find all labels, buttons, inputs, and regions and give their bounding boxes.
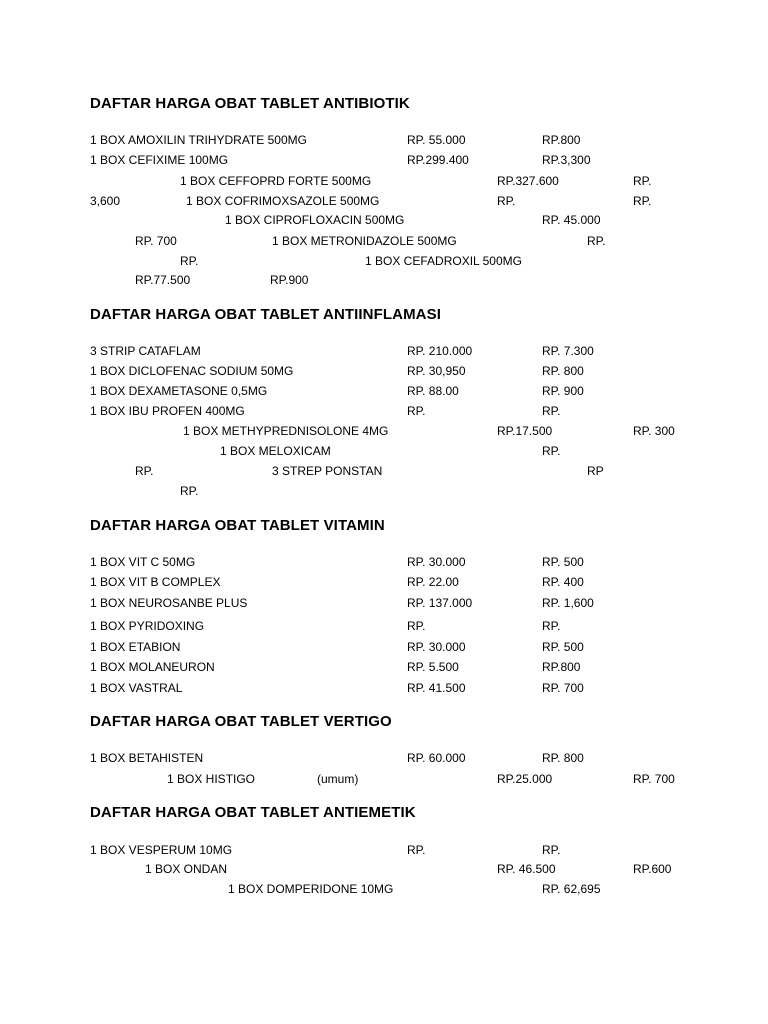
unit-price: RP. — [542, 619, 561, 633]
product-name: 1 BOX METHYPREDNISOLONE 4MG — [183, 424, 389, 438]
box-price: RP. 137.000 — [407, 596, 473, 610]
unit-price: RP. 500 — [542, 640, 584, 654]
box-price: RP. 46.500 — [497, 862, 556, 876]
box-price: RP. 88.00 — [407, 384, 459, 398]
box-price: RP. 30,950 — [407, 364, 466, 378]
box-price: RP. 45.000 — [542, 213, 601, 227]
box-price: RP. 5.500 — [407, 660, 459, 674]
section-heading-antiemetik: DAFTAR HARGA OBAT TABLET ANTIEMETIK — [90, 804, 416, 821]
box-price: RP. — [407, 843, 426, 857]
box-price: RP. — [407, 404, 426, 418]
unit-price: RP. 700 — [633, 772, 675, 786]
product-name: 1 BOX DEXAMETASONE 0,5MG — [90, 384, 268, 398]
box-price: RP. 210.000 — [407, 344, 473, 358]
product-name: 1 BOX DOMPERIDONE 10MG — [228, 882, 394, 896]
box-price: RP. 55.000 — [407, 133, 466, 147]
box-price: RP. — [497, 194, 516, 208]
unit-price: RP. 7.300 — [542, 344, 594, 358]
product-name: 1 BOX METRONIDAZOLE 500MG — [272, 234, 457, 248]
box-price: RP. — [587, 234, 606, 248]
unit-price: RP. 900 — [542, 384, 584, 398]
product-name: 3 STREP PONSTAN — [272, 464, 383, 478]
unit-price: RP. 800 — [542, 364, 584, 378]
unit-price: RP. — [542, 843, 561, 857]
product-name: 1 BOX VIT B COMPLEX — [90, 575, 221, 589]
product-name: 1 BOX NEUROSANBE PLUS — [90, 596, 248, 610]
product-name: 1 BOX VASTRAL — [90, 681, 183, 695]
box-price: RP. — [407, 619, 426, 633]
unit-price: RP. 400 — [542, 575, 584, 589]
unit-price: RP. 1,600 — [542, 596, 594, 610]
box-price: RP. 30.000 — [407, 640, 466, 654]
box-price: RP. 22.00 — [407, 575, 459, 589]
box-price: RP. 41.500 — [407, 681, 466, 695]
unit-price: RP. 700 — [542, 681, 584, 695]
product-name: 1 BOX ONDAN — [145, 862, 228, 876]
unit-price: RP.600 — [633, 862, 672, 876]
unit-price: RP. 500 — [542, 555, 584, 569]
product-name: 1 BOX AMOXILIN TRIHYDRATE 500MG — [90, 133, 307, 147]
unit-price: RP. — [633, 194, 652, 208]
product-name: 1 BOX DICLOFENAC SODIUM 50MG — [90, 364, 294, 378]
product-name: 1 BOX CEFADROXIL 500MG — [365, 254, 522, 268]
box-price: RP.25.000 — [497, 772, 553, 786]
section-heading-antiinflamasi: DAFTAR HARGA OBAT TABLET ANTIINFLAMASI — [90, 306, 441, 323]
product-name: 1 BOX COFRIMOXSAZOLE 500MG — [186, 194, 380, 208]
product-name: 1 BOX VIT C 50MG — [90, 555, 196, 569]
unit-price: RP.800 — [542, 660, 581, 674]
unit-price: RP.900 — [270, 273, 309, 287]
product-name: 1 BOX CEFIXIME 100MG — [90, 153, 229, 167]
product-name: 1 BOX MELOXICAM — [220, 444, 331, 458]
unit-price: RP. — [180, 484, 199, 498]
box-price: RP.327.600 — [497, 174, 559, 188]
unit-price: RP. — [135, 464, 154, 478]
product-name: 1 BOX CEFFOPRD FORTE 500MG — [180, 174, 372, 188]
box-price: RP — [587, 464, 604, 478]
product-name: 1 BOX PYRIDOXING — [90, 619, 205, 633]
section-heading-vertigo: DAFTAR HARGA OBAT TABLET VERTIGO — [90, 713, 392, 730]
unit-price: RP.3,300 — [542, 153, 591, 167]
unit-price: RP. 800 — [542, 751, 584, 765]
product-name: 1 BOX IBU PROFEN 400MG — [90, 404, 245, 418]
product-name: 1 BOX BETAHISTEN — [90, 751, 204, 765]
box-price: RP.17.500 — [497, 424, 553, 438]
box-price: RP. — [542, 444, 561, 458]
product-name: 1 BOX ETABION — [90, 640, 181, 654]
box-price: RP.77.500 — [135, 273, 191, 287]
box-price: RP. 30.000 — [407, 555, 466, 569]
product-name: 1 BOX MOLANEURON — [90, 660, 215, 674]
box-price: RP. 60.000 — [407, 751, 466, 765]
box-price: RP.299.400 — [407, 153, 469, 167]
unit-price: RP. 300 — [633, 424, 675, 438]
unit-price: 3,600 — [90, 194, 121, 208]
product-name: 1 BOX VESPERUM 10MG — [90, 843, 233, 857]
product-name: 3 STRIP CATAFLAM — [90, 344, 201, 358]
product-name: 1 BOX HISTIGO — [167, 772, 256, 786]
unit-price: RP. 700 — [135, 234, 177, 248]
section-heading-antibiotik: DAFTAR HARGA OBAT TABLET ANTIBIOTIK — [90, 95, 410, 112]
unit-price: RP. — [180, 254, 199, 268]
unit-price: RP.800 — [542, 133, 581, 147]
product-note: (umum) — [317, 772, 359, 786]
product-name: 1 BOX CIPROFLOXACIN 500MG — [225, 213, 405, 227]
box-price: RP. 62,695 — [542, 882, 601, 896]
unit-price: RP. — [633, 174, 652, 188]
section-heading-vitamin: DAFTAR HARGA OBAT TABLET VITAMIN — [90, 517, 385, 534]
unit-price: RP. — [542, 404, 561, 418]
